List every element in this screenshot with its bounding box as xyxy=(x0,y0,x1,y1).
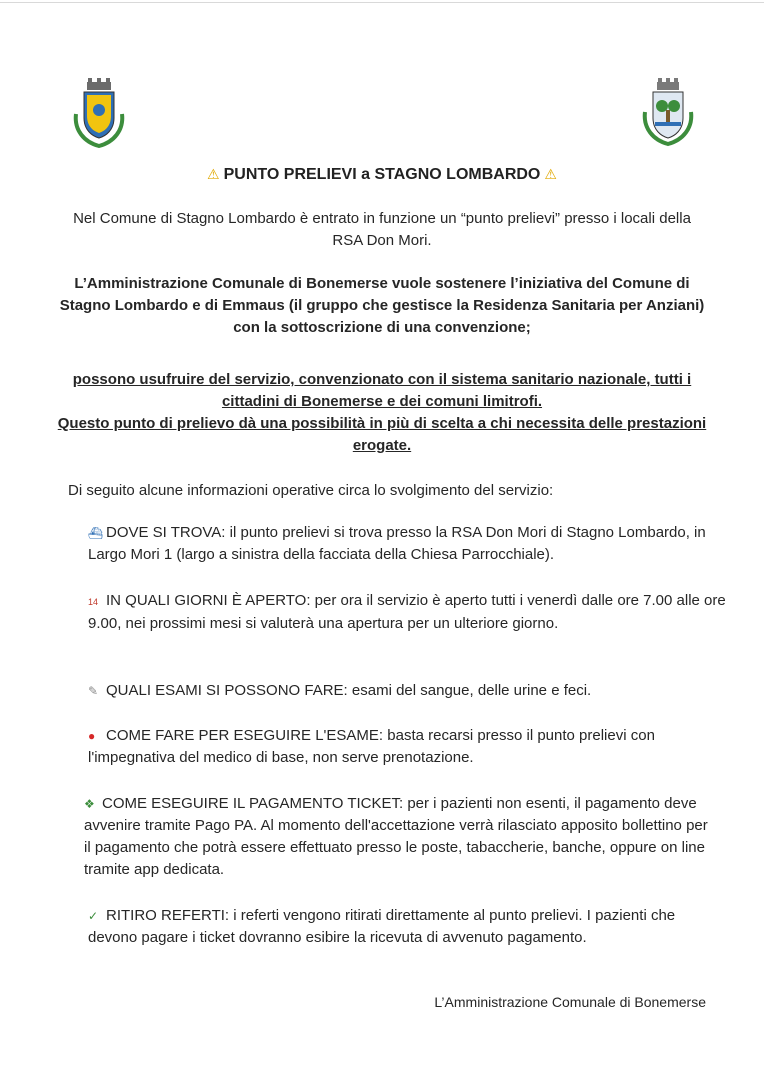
underlined-paragraphs xyxy=(56,369,708,457)
info-item-text: esami del sangue, delle urine e feci. xyxy=(347,682,592,699)
underlined-paragraph-2: Questo punto di prelievo dà una possibilità in più di scelta a chi necessita delle prestazioni erogate. xyxy=(57,415,707,454)
signature: L’Amministrazione Comunale di Bonemerse xyxy=(434,994,706,1010)
info-item-results xyxy=(88,905,708,949)
warning-icon: ⚠ xyxy=(207,166,220,182)
stagno-lombardo-crest-icon xyxy=(640,78,696,148)
info-item-text: per ora il servizio è aperto tutti i venerdì dalle ore 7.00 alle ore 9.00, nei prossimi mesi si valuterà una apertura per un ulteriore giorno. xyxy=(88,592,726,632)
info-item-text: i referti vengono ritirati direttamente al punto prelievi. I pazienti che devono pagare i ticket dovranno esibire la ricevuta di avvenuto pagamento. xyxy=(88,907,676,946)
underlined-paragraph-1: possono usufruire del servizio, convenzionato con il sistema sanitario nazionale, tutti i cittadini di Bonemerse e dei comuni limitrofi. xyxy=(72,371,692,410)
info-item-label: COME FARE PER ESEGUIRE L'ESAME: xyxy=(106,727,384,744)
info-item-days xyxy=(88,590,728,635)
title-text: PUNTO PRELIEVI a STAGNO LOMBARDO xyxy=(223,166,541,183)
info-item-payment xyxy=(84,793,708,881)
info-item-exams xyxy=(88,680,728,702)
info-item-location xyxy=(88,522,728,566)
top-rule xyxy=(0,2,764,3)
info-item-label: IN QUALI GIORNI È APERTO: xyxy=(106,592,311,609)
checkmark-icon: ✓ xyxy=(88,909,99,923)
info-item-text: basta recarsi presso il punto prelievi con l'impegnativa del medico di base, non serve prenotazione. xyxy=(88,727,655,766)
money-icon: ❖ xyxy=(84,797,95,811)
info-item-label: QUALI ESAMI SI POSSONO FARE: xyxy=(106,682,348,699)
info-lead: Di seguito alcune informazioni operative circa lo svolgimento del servizio: xyxy=(68,482,554,499)
calendar-day: 14 xyxy=(88,597,99,607)
calendar-icon xyxy=(88,591,106,613)
info-item-label: COME ESEGUIRE IL PAGAMENTO TICKET: xyxy=(102,795,404,812)
syringe-icon: ✎ xyxy=(88,684,99,698)
bold-paragraph: L’Amministrazione Comunale di Bonemerse vuole sostenere l’iniziativa del Comune di Stagno Lombardo e di Emmaus (il gruppo che gestisce la Residenza Sanitaria per Anziani) con la sottoscrizione di una convenzione; xyxy=(59,275,705,336)
bonemerse-crest-icon xyxy=(70,78,128,148)
pushpin-icon: ● xyxy=(88,729,96,743)
page-title xyxy=(0,166,764,184)
info-item-label: RITIRO REFERTI: xyxy=(106,907,230,924)
info-item-text: per i pazienti non esenti, il pagamento deve avvenire tramite Pago PA. Al momento dell'accettazione verrà rilasciato apposito bollettino per il pagamento che potrà essere effettuato presso le poste, tabaccherie, banche, oppure on line tramite app dedicata. xyxy=(84,795,708,878)
info-item-how-to xyxy=(88,725,728,769)
info-item-text: il punto prelievi si trova presso la RSA Don Mori di Stagno Lombardo, in Largo Mori 1 (largo a sinistra della facciata della Chiesa Parrocchiale). xyxy=(88,524,706,563)
ship-icon: ⛴ xyxy=(88,526,104,540)
intro-paragraph: Nel Comune di Stagno Lombardo è entrato in funzione un “punto prelievi” presso i locali della RSA Don Mori. xyxy=(73,210,691,249)
info-item-label: DOVE SI TROVA: xyxy=(106,524,226,541)
warning-icon: ⚠ xyxy=(544,166,557,182)
